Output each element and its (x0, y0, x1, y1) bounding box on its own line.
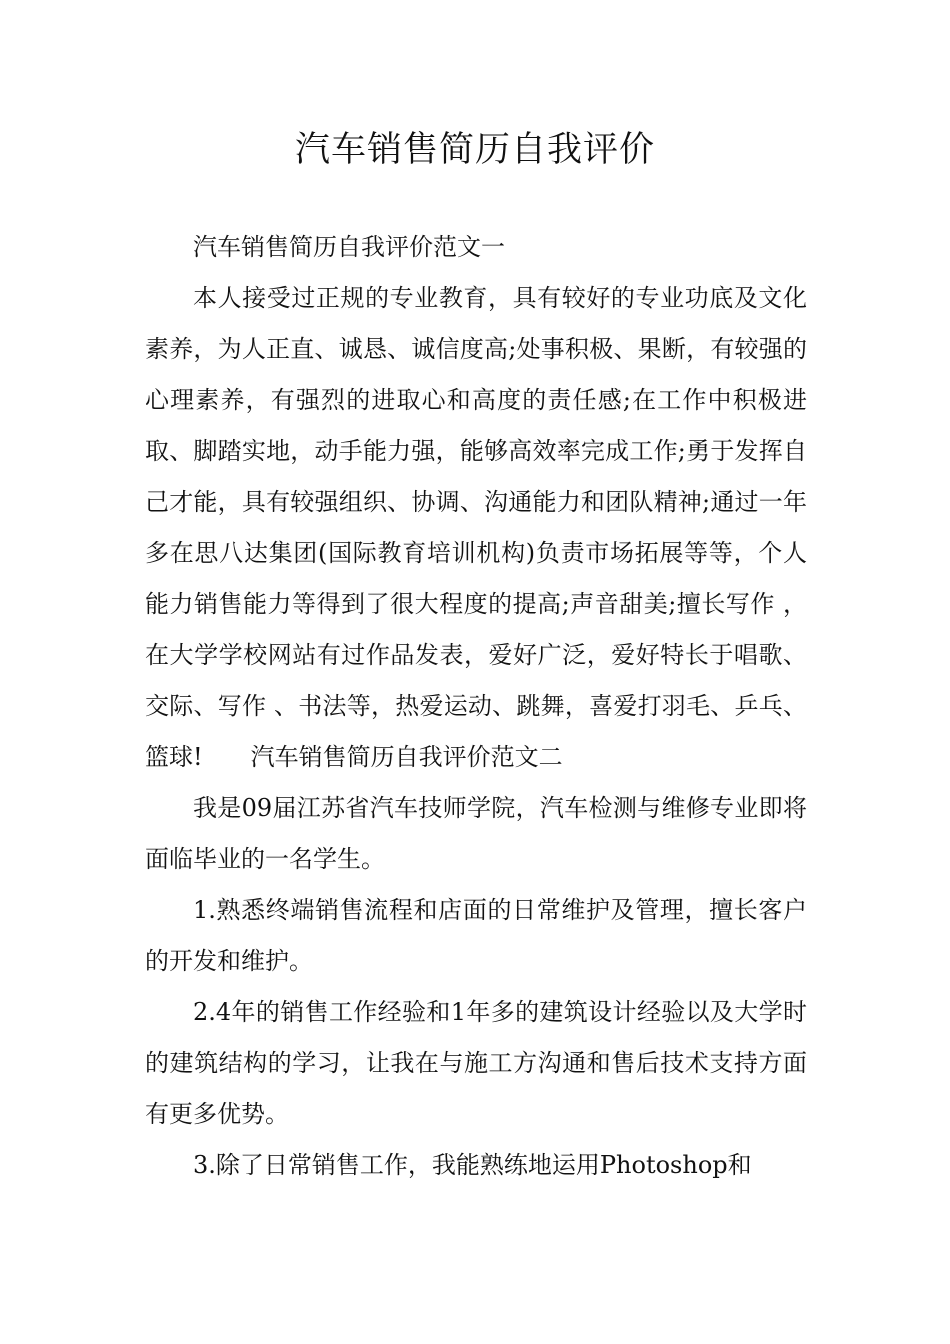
document-body (145, 222, 807, 1191)
paragraph-intro-2: 我是09届江苏省汽车技师学院，汽车检测与维修专业即将面临毕业的一名学生。 (145, 794, 807, 873)
paragraph-self-evaluation-1: 本人接受过正规的专业教育，具有较好的专业功底及文化素养，为人正直、诚恳、诚信度高;处事积极、果断，有较强的心理素养，有强烈的进取心和高度的责任感;在工作中积极进取、脚踏实地，动手能力强，能够高效率完成工作;勇于发挥自己才能，具有较强组织、协调、沟通能力和团队精神;通过一年多在思八达集团(国际教育培训机构)负责市场拓展等等，个人能力销售能力等得到了很大程度的提高;声音甜美;擅长写作 ，在大学学校网站有过作品发表，爱好广泛，爱好特长于唱歌、交际、写作 、书法等，热爱运动、跳舞，喜爱打羽毛、乒乓、篮球! 汽车销售简历自我评价范文二 (145, 284, 807, 771)
list-item-1: 1.熟悉终端销售流程和店面的日常维护及管理，擅长客户的开发和维护。 (145, 896, 807, 975)
section-heading-1: 汽车销售简历自我评价范文一 (193, 233, 505, 261)
document-title: 汽车销售简历自我评价 (294, 130, 655, 170)
list-item-2: 2.4年的销售工作经验和1年多的建筑设计经验以及大学时的建筑结构的学习，让我在与施工方沟通和售后技术支持方面有更多优势。 (145, 998, 807, 1128)
list-item-3: 3.除了日常销售工作，我能熟练地运用Photoshop和 (193, 1151, 752, 1179)
